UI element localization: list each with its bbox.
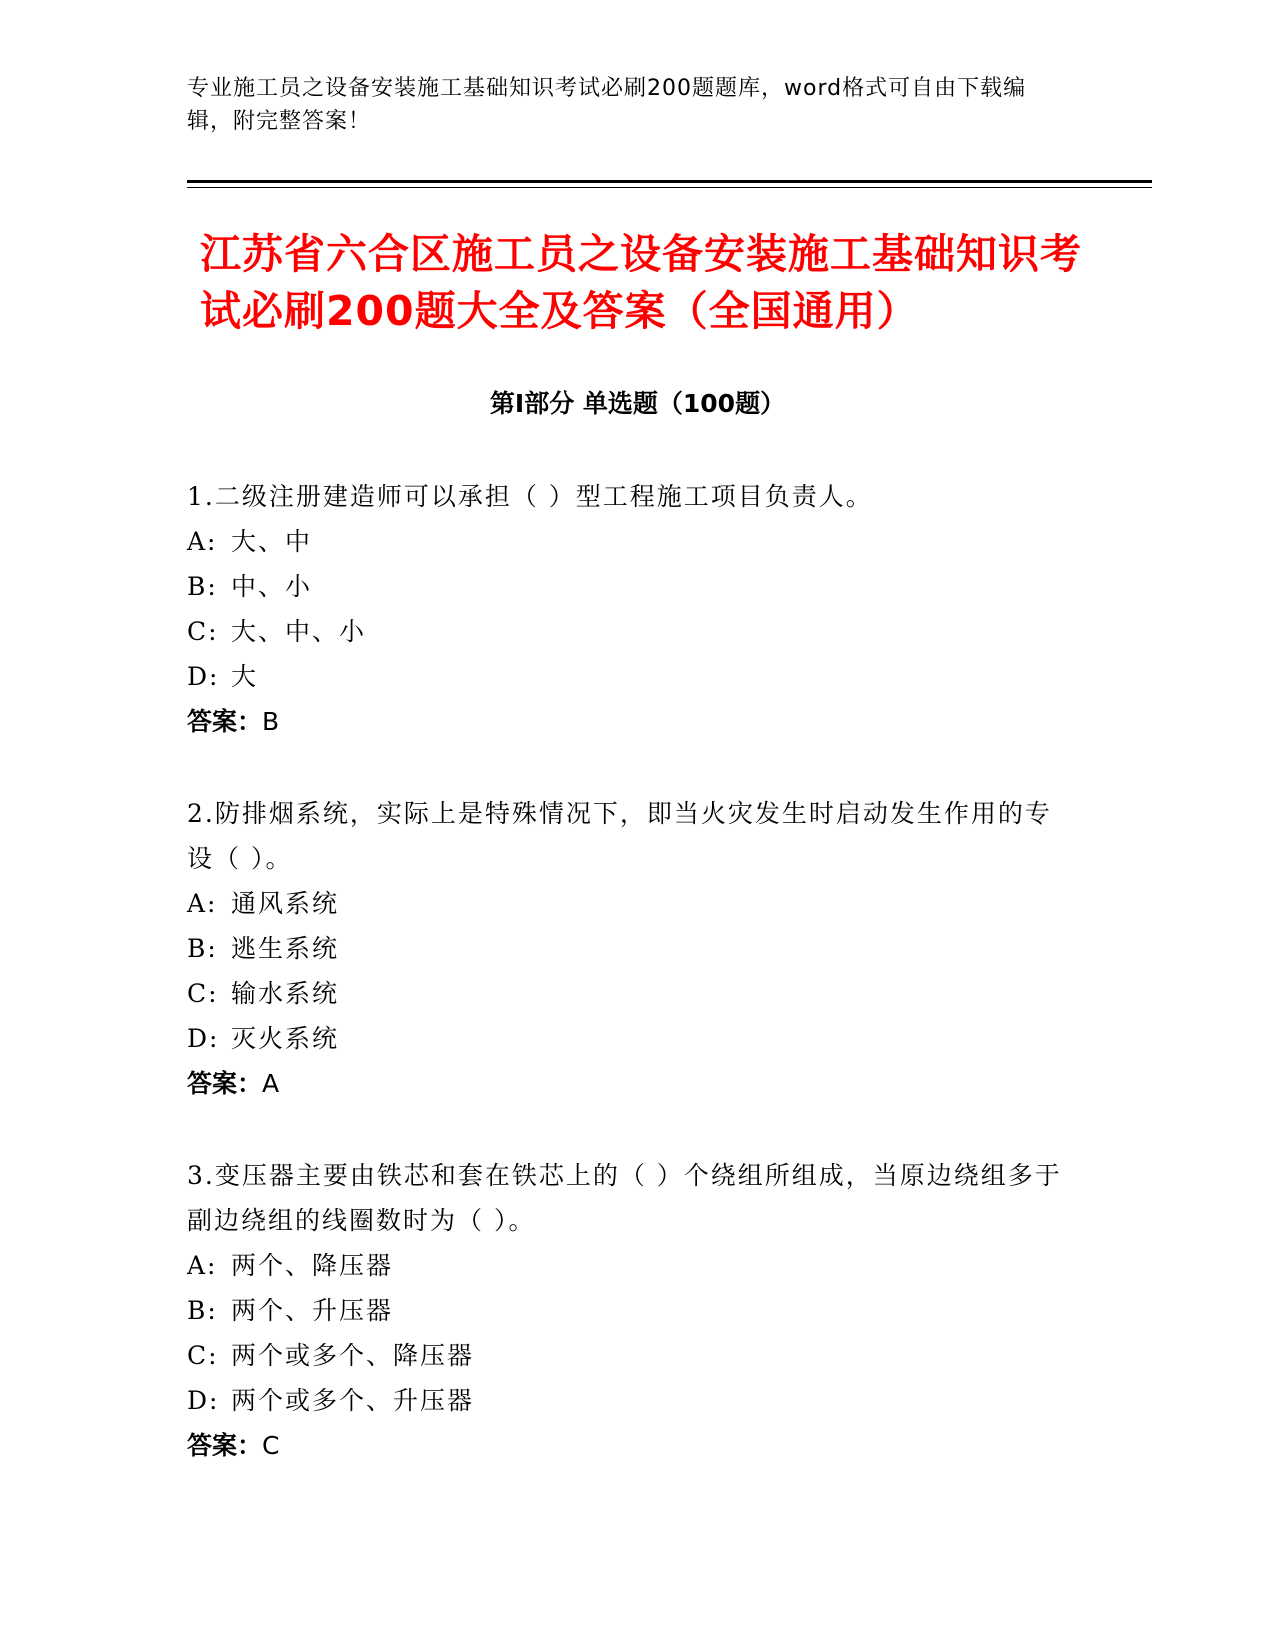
option-text: 两个或多个、降压器	[231, 1341, 475, 1370]
option-d	[187, 654, 1067, 699]
question-list	[187, 474, 1067, 1515]
option-a	[187, 519, 1067, 564]
option-c	[187, 609, 1067, 654]
option-key: D:	[187, 1386, 220, 1415]
option-text: 两个、降压器	[231, 1251, 394, 1280]
option-text: 两个或多个、升压器	[231, 1386, 475, 1415]
option-text: 灭火系统	[231, 1024, 340, 1053]
option-b	[187, 1288, 1067, 1333]
option-text: 大	[231, 662, 259, 691]
option-key: A:	[187, 527, 218, 556]
option-c	[187, 1333, 1067, 1378]
header-note: 专业施工员之设备安装施工基础知识考试必刷200题题库，word格式可自由下载编辑，附完整答案！	[187, 76, 1027, 134]
answer-label: 答案：	[187, 1431, 263, 1460]
option-key: C:	[187, 1341, 219, 1370]
answer-label: 答案：	[187, 1069, 263, 1098]
option-text: 大、中、小	[231, 617, 367, 646]
section-heading: 第Ⅰ部分 单选题（100题）	[489, 389, 786, 418]
question-1	[187, 474, 1067, 744]
option-text: 逃生系统	[231, 934, 340, 963]
option-b	[187, 564, 1067, 609]
answer-value: A	[262, 1069, 280, 1098]
option-key: B:	[187, 934, 218, 963]
document-title: 江苏省六合区施工员之设备安装施工基础知识考试必刷200题大全及答案（全国通用）	[200, 230, 1082, 335]
answer-line	[187, 1423, 1067, 1468]
option-text: 大、中	[231, 527, 313, 556]
option-key: D:	[187, 662, 220, 691]
question-2	[187, 791, 1067, 1106]
option-a	[187, 1243, 1067, 1288]
answer-value: B	[262, 707, 280, 736]
option-d	[187, 1016, 1067, 1061]
option-a	[187, 881, 1067, 926]
option-text: 输水系统	[231, 979, 340, 1008]
option-key: C:	[187, 617, 219, 646]
answer-label: 答案：	[187, 707, 263, 736]
option-text: 通风系统	[231, 889, 340, 918]
option-text: 两个、升压器	[231, 1296, 394, 1325]
option-d	[187, 1378, 1067, 1423]
question-stem: 3.变压器主要由铁芯和套在铁芯上的（ ）个绕组所组成，当原边绕组多于副边绕组的线圈数时为（ ）。	[187, 1161, 1062, 1235]
option-key: A:	[187, 889, 218, 918]
option-key: B:	[187, 1296, 218, 1325]
header-divider-thin	[187, 187, 1152, 188]
question-3	[187, 1153, 1067, 1468]
option-b	[187, 926, 1067, 971]
question-stem: 1.二级注册建造师可以承担（ ）型工程施工项目负责人。	[187, 482, 873, 511]
option-key: A:	[187, 1251, 218, 1280]
option-text: 中、小	[231, 572, 313, 601]
header-divider-thick	[187, 180, 1152, 183]
answer-line	[187, 1061, 1067, 1106]
option-key: D:	[187, 1024, 220, 1053]
option-key: C:	[187, 979, 219, 1008]
option-key: B:	[187, 572, 218, 601]
answer-line	[187, 699, 1067, 744]
answer-value: C	[262, 1431, 280, 1460]
question-stem: 2.防排烟系统，实际上是特殊情况下，即当火灾发生时启动发生作用的专设（ ）。	[187, 799, 1052, 873]
option-c	[187, 971, 1067, 1016]
